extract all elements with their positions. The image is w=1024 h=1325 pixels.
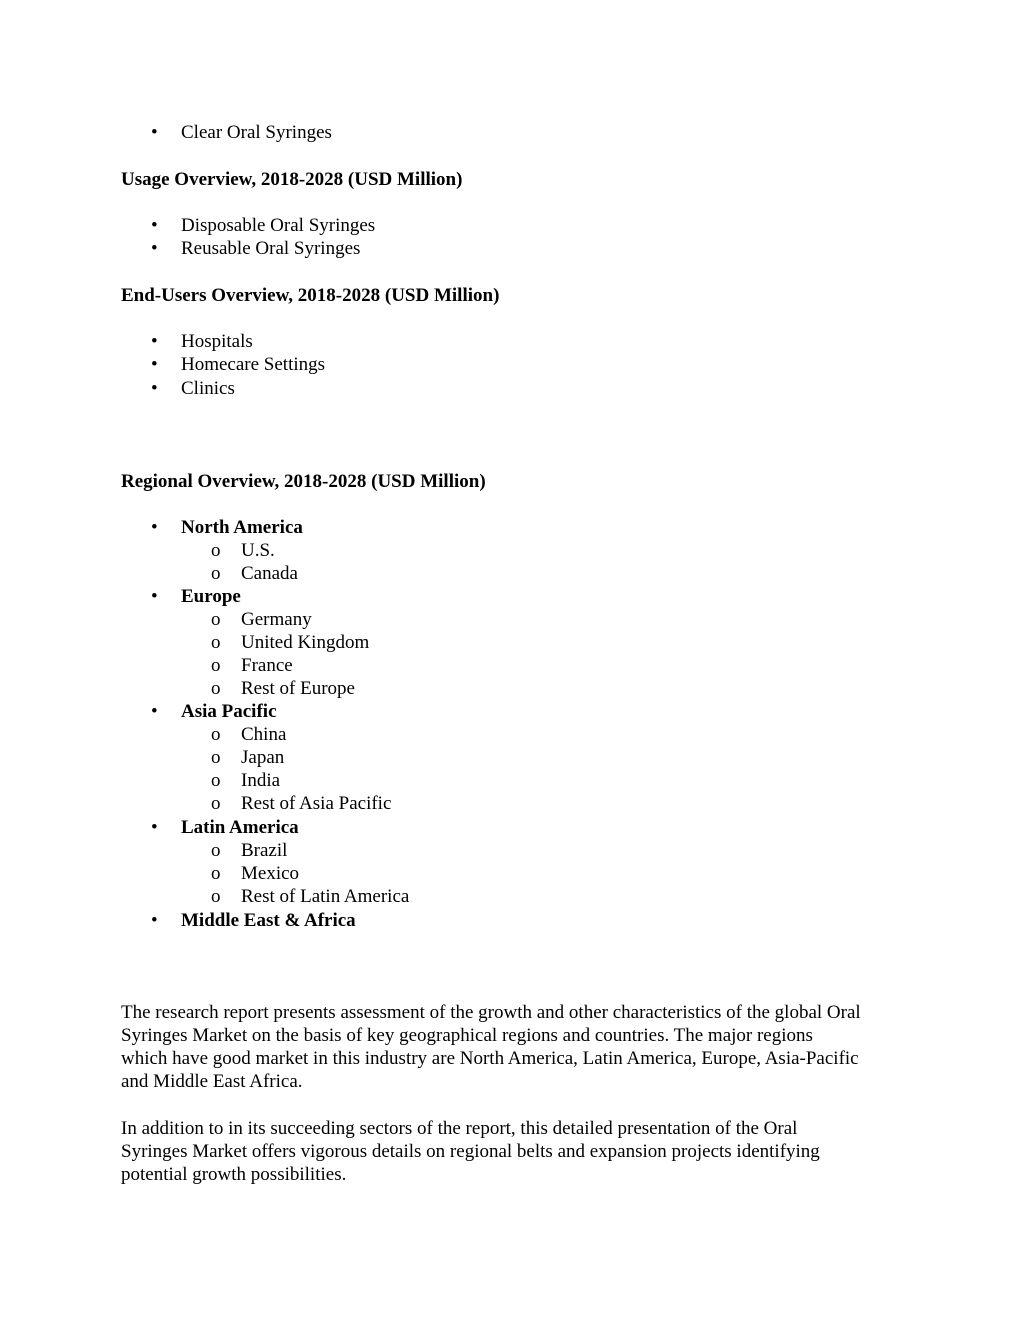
bullet-marker: • xyxy=(151,238,158,259)
list-item: Disposable Oral Syringes xyxy=(181,215,376,236)
list-item: Homecare Settings xyxy=(181,354,326,375)
list-item: Hospitals xyxy=(181,331,253,352)
country-item: Rest of Latin America xyxy=(241,886,410,907)
sub-bullet-marker: o xyxy=(211,724,221,745)
sub-bullet-marker: o xyxy=(211,609,221,630)
region-europe: Europe xyxy=(181,586,241,607)
region-north-america: North America xyxy=(181,517,303,538)
usage-heading: Usage Overview, 2018-2028 (USD Million) xyxy=(121,169,463,190)
country-item: Mexico xyxy=(241,863,300,884)
country-item: United Kingdom xyxy=(241,632,370,653)
country-item: France xyxy=(241,655,293,676)
paragraph-line: In addition to in its succeeding sectors of the report, this detailed presentation of the Oral xyxy=(121,1118,798,1139)
bullet-marker: • xyxy=(151,122,158,143)
paragraph-succeeding-sectors xyxy=(121,1117,921,1186)
bullet-marker: • xyxy=(151,331,158,352)
paragraph-line: which have good market in this industry are North America, Latin America, Europe, Asia-Pacific xyxy=(121,1048,859,1069)
country-item: Japan xyxy=(241,747,285,768)
country-item: Rest of Asia Pacific xyxy=(241,793,392,814)
paragraph-line: Syringes Market offers vigorous details on regional belts and expansion projects identifying xyxy=(121,1141,820,1162)
sub-bullet-marker: o xyxy=(211,540,221,561)
sub-bullet-marker: o xyxy=(211,793,221,814)
sub-bullet-marker: o xyxy=(211,886,221,907)
sub-bullet-marker: o xyxy=(211,678,221,699)
paragraph-line: Syringes Market on the basis of key geographical regions and countries. The major regions xyxy=(121,1025,813,1046)
country-item: Canada xyxy=(241,563,298,584)
bullet-marker: • xyxy=(151,701,158,722)
sub-bullet-marker: o xyxy=(211,747,221,768)
sub-bullet-marker: o xyxy=(211,632,221,653)
bullet-marker: • xyxy=(151,354,158,375)
sub-bullet-marker: o xyxy=(211,563,221,584)
sub-bullet-marker: o xyxy=(211,863,221,884)
paragraph-line: The research report presents assessment of the growth and other characteristics of the global Oral xyxy=(121,1002,861,1023)
list-item: Reusable Oral Syringes xyxy=(181,238,361,259)
country-item: China xyxy=(241,724,287,745)
regional-heading: Regional Overview, 2018-2028 (USD Million) xyxy=(121,471,486,492)
country-item: Germany xyxy=(241,609,312,630)
paragraph-line: and Middle East Africa. xyxy=(121,1071,303,1092)
country-item: Brazil xyxy=(241,840,288,861)
bullet-marker: • xyxy=(151,910,158,931)
bullet-marker: • xyxy=(151,378,158,399)
country-item: U.S. xyxy=(241,540,275,561)
region-middle-east-africa: Middle East & Africa xyxy=(181,910,356,931)
country-item: Rest of Europe xyxy=(241,678,355,699)
sub-bullet-marker: o xyxy=(211,770,221,791)
country-item: India xyxy=(241,770,281,791)
sub-bullet-marker: o xyxy=(211,655,221,676)
paragraph-regional-assessment xyxy=(121,1001,921,1093)
bullet-marker: • xyxy=(151,586,158,607)
list-item: Clear Oral Syringes xyxy=(181,122,332,143)
bullet-marker: • xyxy=(151,215,158,236)
region-asia-pacific: Asia Pacific xyxy=(181,701,277,722)
sub-bullet-marker: o xyxy=(211,840,221,861)
list-item: Clinics xyxy=(181,378,235,399)
end-users-heading: End-Users Overview, 2018-2028 (USD Million) xyxy=(121,285,500,306)
paragraph-line: potential growth possibilities. xyxy=(121,1164,347,1185)
bullet-marker: • xyxy=(151,817,158,838)
bullet-marker: • xyxy=(151,517,158,538)
region-latin-america: Latin America xyxy=(181,817,299,838)
